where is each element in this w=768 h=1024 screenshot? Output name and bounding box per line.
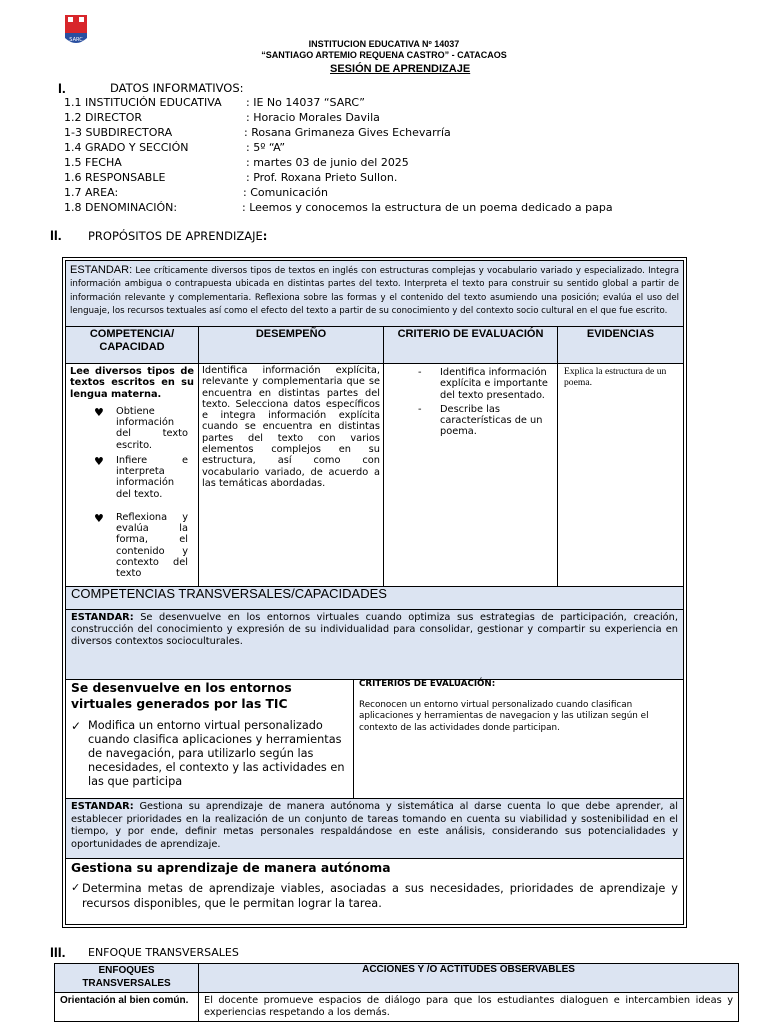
standard-1-box xyxy=(65,260,684,327)
info-value: : IE No 14037 “SARC” xyxy=(246,96,365,109)
info-row xyxy=(64,171,724,186)
section-3-title: ENFOQUE TRANSVERSALES xyxy=(88,946,239,959)
capacidad-text: Obtiene información del texto escrito. xyxy=(116,405,188,451)
info-row xyxy=(64,141,724,156)
gestiona-item-text: Determina metas de aprendizaje viables, asociadas a sus necesidades, prioridades de aprendizaje y recursos disponibles, que le permitan lograr la tarea. xyxy=(82,882,678,910)
check-icon: ✓ xyxy=(71,719,82,733)
heart-icon: ♥ xyxy=(94,454,104,468)
criterio-cell xyxy=(383,363,558,587)
info-value: : Horacio Morales Davila xyxy=(246,111,380,124)
criterio-item xyxy=(388,404,553,438)
info-label: 1.1 INSTITUCIÓN EDUCATIVA xyxy=(64,96,222,109)
accion-cell: El docente promueve espacios de diálogo para que los estudiantes dialoguen e intercambien ideas y experiencias respetando a los demás. xyxy=(199,993,739,1022)
competencia-title: Lee diversos tipos de textos escritos en su lengua materna. xyxy=(70,366,194,400)
header-evidencias: EVIDENCIAS xyxy=(557,326,684,364)
info-row xyxy=(64,186,724,201)
info-row xyxy=(64,111,724,126)
section-2-number: II. xyxy=(50,227,62,243)
capacidad-item xyxy=(70,512,194,580)
standard-2-box xyxy=(65,609,684,680)
standard-3-text xyxy=(71,801,678,851)
table-row xyxy=(55,993,739,1022)
info-label: 1.2 DIRECTOR xyxy=(64,111,142,124)
enfoque-cell: Orientación al bien común. xyxy=(55,993,199,1022)
standard-1-label: ESTANDAR: xyxy=(70,264,133,276)
header-competencia: COMPETENCIA/ CAPACIDAD xyxy=(65,326,199,364)
info-value: : Prof. Roxana Prieto Sullon. xyxy=(246,171,398,184)
purposes-frame xyxy=(62,257,687,928)
tic-title: Se desenvuelve en los entornos virtuales generados por las TIC xyxy=(71,681,292,711)
transversal-title-row xyxy=(65,586,684,610)
dash-bullet-icon: - xyxy=(418,403,422,415)
evidencia-text: Explica la estructura de un poema. xyxy=(564,366,667,388)
standard-3-box xyxy=(65,798,684,859)
info-label: 1.7 AREA: xyxy=(64,186,119,199)
info-label: 1.6 RESPONSABLE xyxy=(64,171,166,184)
info-value: : Rosana Grimaneza Gives Echevarría xyxy=(244,126,451,139)
standard-1-body: Lee críticamente diversos tipos de textos en inglés con estructuras complejas y vocabulario variado y especializado. Integra información ambigua o contrapuesta ubicada en distintas partes del texto. Interpreta el texto para construir su sentido global a partir de información relevante y complementaria. Reflexiona sobre las formas y el contenido del texto asumiendo una posición; evalúa el uso del lenguaje, los recursos textuales así como el efecto del texto a partir de su conocimiento y del contexto socio cultural en el que fue escrito. xyxy=(70,266,680,316)
capacidades-list xyxy=(70,406,194,580)
gestiona-item xyxy=(71,881,678,911)
standard-2-label: ESTANDAR: xyxy=(71,612,134,623)
info-value: : 5º “A” xyxy=(246,141,286,154)
capacidad-text: Infiere e interpreta información del texto. xyxy=(116,454,188,500)
capacidad-item xyxy=(70,406,194,451)
criterio-item xyxy=(388,367,553,401)
section-2-title xyxy=(88,229,267,243)
capacidad-text: Reflexiona y evalúa la forma, el contenido y contexto del texto xyxy=(116,511,188,580)
section-3-number: III. xyxy=(50,944,66,960)
tic-criterios-title: CRITERIOS DE EVALUACIÓN: xyxy=(359,679,496,689)
school-name: “SANTIAGO ARTEMIO REQUENA CASTRO” - CATACAOS xyxy=(261,50,507,60)
desempeno-text: Identifica información explícita, relevante y complementaria que se encuentra en distintas partes del texto. Selecciona datos específicos e integra información explícita cuando se encuentra en distintas partes del texto con varios elementos complejos en su estructura, así como con vocabulario variado, de acuerdo a las temáticas abordadas. xyxy=(202,365,380,489)
info-value: : Leemos y conocemos la estructura de un poema dedicado a papa xyxy=(242,201,613,214)
heart-icon: ♥ xyxy=(94,511,104,525)
tic-criterios-text: Reconocen un entorno virtual personalizado cuando clasifican aplicaciones y herramientas de navegacion y las utilizan según el contexto de las actividades donde participan. xyxy=(359,700,649,733)
school-line: INSTITUCION EDUCATIVA Nº 14037 xyxy=(308,39,460,49)
check-icon: ✓ xyxy=(71,881,81,894)
info-label: 1-3 SUBDIRECTORA xyxy=(64,126,173,139)
evidencia-cell xyxy=(557,363,684,587)
capacidad-item xyxy=(70,455,194,510)
section-2-title-text: PROPÓSITOS DE APRENDIZAJE xyxy=(88,229,263,243)
transversal-title: COMPETENCIAS TRANSVERSALES/CAPACIDADES xyxy=(71,586,387,601)
info-label: 1.5 FECHA xyxy=(64,156,122,169)
session-title: SESIÓN DE APRENDIZAJE xyxy=(330,63,471,75)
info-label: 1.4 GRADO Y SECCIÓN xyxy=(64,141,189,154)
tic-cell xyxy=(65,679,354,799)
info-label: 1.8 DENOMINACIÓN: xyxy=(64,201,178,214)
standard-3-body: Gestiona su aprendizaje de manera autónoma y sistemática al darse cuenta lo que debe aprender, al establecer prioridades en la realización de un conjunto de tareas tomando en cuenta su viabilidad y sostenibilidad en el tiempo, y por ende, definir metas personales respaldándose en este análisis, considerando sus potencialidades y oportunidades de aprendizaje. xyxy=(71,801,678,850)
section-2-colon: : xyxy=(262,229,268,243)
header-criterio: CRITERIO DE EVALUACIÓN xyxy=(383,326,558,364)
info-row xyxy=(64,126,724,141)
desempeno-cell xyxy=(198,363,384,587)
competencia-cell xyxy=(65,363,199,587)
info-row xyxy=(64,96,724,111)
standard-1-text xyxy=(70,264,679,318)
standard-3-label: ESTANDAR: xyxy=(71,801,134,812)
standard-2-text xyxy=(71,612,678,649)
gestiona-cell xyxy=(65,858,684,925)
heart-icon: ♥ xyxy=(94,405,104,419)
enfoques-table xyxy=(54,963,739,1022)
gestiona-title: Gestiona su aprendizaje de manera autónoma xyxy=(71,861,391,875)
info-value: : Comunicación xyxy=(243,186,328,199)
info-row xyxy=(64,201,724,216)
enfoques-header: ENFOQUES TRANSVERSALES xyxy=(55,964,199,993)
criterio-text: Identifica información explícita e importante del texto presentado. xyxy=(440,367,548,401)
svg-text:SARC: SARC xyxy=(69,37,83,43)
table-header-row xyxy=(55,964,739,993)
header-desempeno: DESEMPEÑO xyxy=(198,326,384,364)
tic-criterios-cell xyxy=(353,679,684,799)
info-row xyxy=(64,156,724,171)
info-value: : martes 03 de junio del 2025 xyxy=(246,156,409,169)
dash-bullet-icon: - xyxy=(418,367,422,378)
tic-item-text: Modifica un entorno virtual personalizado cuando clasifica aplicaciones y herramientas de navegación, para utilizarlo según las necesidades, el contexto y las actividades en las que participa xyxy=(88,719,345,788)
section-1-title: DATOS INFORMATIVOS: xyxy=(110,81,244,95)
acciones-header: ACCIONES Y /O ACTITUDES OBSERVABLES xyxy=(199,964,739,993)
section-1-number: I. xyxy=(58,80,66,96)
criterio-text: Describe las características de un poema. xyxy=(440,403,543,438)
standard-2-body: Se desenvuelve en los entornos virtuales cuando optimiza sus estrategias de participación, creación, construcción del conocimiento y expresión de su individualidad para consolidar, gestionar y compartir su experiencia en diversos contextos socioculturales. xyxy=(71,612,678,648)
tic-item xyxy=(71,719,348,789)
